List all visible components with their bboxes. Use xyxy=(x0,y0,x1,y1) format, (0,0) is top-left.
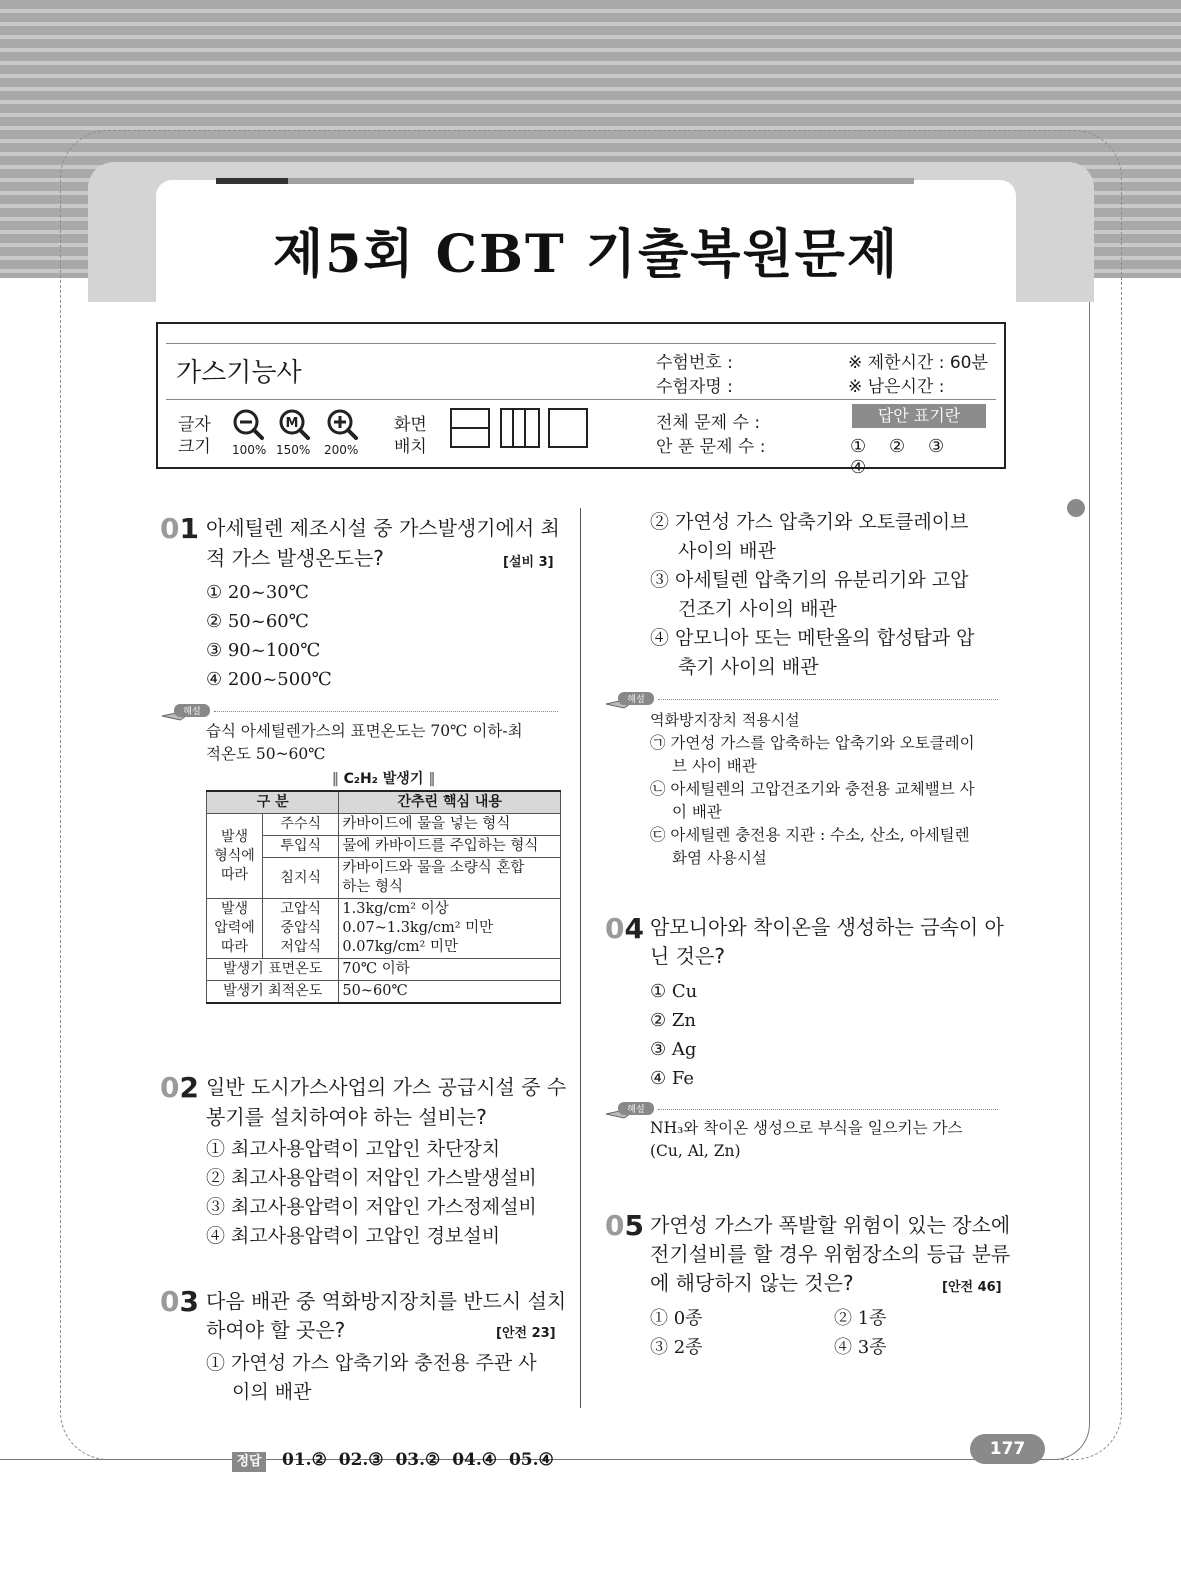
exam-name: 가스기능사 xyxy=(176,358,302,388)
answer-choice-1[interactable]: ① xyxy=(850,436,867,457)
question-1-text: 적 가스 발생온도는? xyxy=(206,546,384,570)
title-rule xyxy=(288,178,914,184)
question-3-option-cont: 사이의 배관 xyxy=(678,540,776,562)
question-3-option-cont: 축기 사이의 배관 xyxy=(678,656,819,678)
explanation-text: 적온도 50~60℃ xyxy=(206,745,326,763)
svg-text:해설: 해설 xyxy=(627,695,645,705)
explanation-text: ㉢ 아세틸렌 충전용 지관 : 수소, 산소, 아세틸렌 xyxy=(650,826,970,844)
page-title: 제5회 CBT 기출복원문제 xyxy=(272,224,900,285)
question-3-option[interactable]: ① 가연성 가스 압축기와 충전용 주관 사 xyxy=(206,1352,537,1374)
question-number: 03 xyxy=(160,1285,199,1318)
table-cell: 주수식 xyxy=(263,814,339,836)
table-cell: 발생기 표면온도 xyxy=(207,959,339,981)
answer-choice-2[interactable]: ② xyxy=(889,436,906,457)
explanation-rule xyxy=(658,1109,998,1110)
question-3-option[interactable]: ④ 암모니아 또는 메탄올의 합성탑과 압 xyxy=(650,627,975,649)
table-cell: 발생기 최적온도 xyxy=(207,981,339,1004)
answer-key-badge: 정답 xyxy=(232,1452,266,1472)
question-3-option[interactable]: ③ 아세틸렌 압축기의 유분리기와 고압 xyxy=(650,569,969,591)
question-3-option-cont: 건조기 사이의 배관 xyxy=(678,598,837,620)
explanation-text: 화염 사용시설 xyxy=(672,849,767,867)
explanation-text: 브 사이 배관 xyxy=(672,757,757,775)
question-4-text: 암모니아와 착이온을 생성하는 금속이 아 xyxy=(650,915,1004,939)
question-2-text: 봉기를 설치하여야 하는 설비는? xyxy=(206,1105,487,1129)
question-2-text: 일반 도시가스사업의 가스 공급시설 중 수 xyxy=(206,1075,567,1099)
table-cell: 카바이드와 물을 소량식 혼합 하는 형식 xyxy=(339,858,561,899)
table-cell: 1.3kg/cm² 이상 0.07~1.3kg/cm² 미만 0.07kg/cm² 미만 xyxy=(339,899,561,959)
question-4-option[interactable]: ④ Fe xyxy=(650,1068,695,1089)
side-marker-dot xyxy=(1067,499,1085,517)
layout-label: 화면 xyxy=(394,415,427,435)
explanation-rule xyxy=(214,711,558,712)
explanation-rule xyxy=(658,699,998,700)
question-1-tag: [설비 3] xyxy=(503,555,554,570)
explanation-text: 습식 아세틸렌가스의 표면온도는 70℃ 이하-최 xyxy=(206,722,523,740)
question-1-option[interactable]: ① 20~30℃ xyxy=(206,582,309,603)
explanation-title: 역화방지장치 적용시설 xyxy=(650,711,800,729)
svg-text:해설: 해설 xyxy=(183,707,201,717)
question-number: 05 xyxy=(605,1209,644,1242)
page-number: 177 xyxy=(970,1434,1045,1464)
answer-key: 01.② 02.③ 03.② 04.④ 05.④ xyxy=(282,1450,554,1470)
table-caption: ‖ C₂H₂ 발생기 ‖ xyxy=(331,771,436,787)
question-3-text: 다음 배관 중 역화방지장치를 반드시 설치 xyxy=(206,1289,567,1313)
explanation-book-icon xyxy=(604,690,656,710)
question-5-text: 가연성 가스가 폭발할 위험이 있는 장소에 xyxy=(650,1213,1011,1237)
question-5-option[interactable]: ④ 3종 xyxy=(834,1337,887,1358)
question-1-option[interactable]: ③ 90~100℃ xyxy=(206,640,321,661)
question-2-option[interactable]: ① 최고사용압력이 고압인 차단장치 xyxy=(206,1138,501,1160)
explanation-text: (Cu, Al, Zn) xyxy=(650,1142,741,1160)
layout-label: 배치 xyxy=(394,437,427,457)
question-1-text: 아세틸렌 제조시설 중 가스발생기에서 최 xyxy=(206,516,560,540)
zoom-in-icon[interactable] xyxy=(326,408,358,440)
table-group-label: 발생 압력에 따라 xyxy=(207,899,263,959)
table-cell: 물에 카바이드를 주입하는 형식 xyxy=(339,836,561,858)
table-cell: 50~60℃ xyxy=(339,981,561,1004)
answer-choice-4[interactable]: ④ xyxy=(850,457,867,478)
question-4-text: 닌 것은? xyxy=(650,944,725,968)
svg-text:M: M xyxy=(285,416,299,431)
font-size-label: 글자 xyxy=(178,415,211,435)
question-3-tag: [안전 23] xyxy=(496,1326,556,1341)
question-number: 04 xyxy=(605,912,644,945)
layout-horizontal-split-button[interactable] xyxy=(450,408,490,448)
table-cell: 카바이드에 물을 넣는 형식 xyxy=(339,814,561,836)
answer-sheet-header: 답안 표기란 xyxy=(852,404,986,428)
zoom-medium-icon[interactable] xyxy=(278,408,310,440)
question-number: 02 xyxy=(160,1071,199,1104)
question-5-text: 전기설비를 할 경우 위험장소의 등급 분류 xyxy=(650,1242,1011,1266)
explanation-book-icon xyxy=(604,1100,656,1120)
cbt-info-box xyxy=(156,322,1006,478)
question-4-option[interactable]: ② Zn xyxy=(650,1010,696,1031)
question-5-option[interactable]: ① 0종 xyxy=(650,1308,703,1329)
question-4-option[interactable]: ③ Ag xyxy=(650,1039,697,1060)
examinee-label: 수험자명 : xyxy=(656,377,733,397)
time-left: ※ 남은시간 : xyxy=(848,377,945,397)
answer-choices xyxy=(850,436,1004,478)
table-cell: 침지식 xyxy=(263,858,339,899)
explanation-text: ㉠ 가연성 가스를 압축하는 압축기와 오토클레이 xyxy=(650,734,975,752)
table-header: 구 분 xyxy=(207,791,339,814)
question-2-option[interactable]: ③ 최고사용압력이 저압인 가스정제설비 xyxy=(206,1196,537,1218)
question-5-text: 에 해당하지 않는 것은? xyxy=(650,1271,854,1295)
font-size-label: 크기 xyxy=(178,437,211,457)
divider xyxy=(166,343,996,344)
exam-number-label: 수험번호 : xyxy=(656,353,733,373)
question-1-option[interactable]: ② 50~60℃ xyxy=(206,611,309,632)
question-1-option[interactable]: ④ 200~500℃ xyxy=(206,669,332,690)
explanation-text: ㉡ 아세틸렌의 고압건조기와 충전용 교체밸브 사 xyxy=(650,780,975,798)
table-cell: 투입식 xyxy=(263,836,339,858)
zoom-out-icon[interactable] xyxy=(232,408,264,440)
question-5-tag: [안전 46] xyxy=(942,1280,1002,1295)
total-questions-label: 전체 문제 수 : xyxy=(656,413,761,433)
question-4-option[interactable]: ① Cu xyxy=(650,981,698,1002)
explanation-text: 이 배관 xyxy=(672,803,722,821)
question-2-option[interactable]: ② 최고사용압력이 저압인 가스발생설비 xyxy=(206,1167,537,1189)
divider xyxy=(166,399,996,400)
question-2-option[interactable]: ④ 최고사용압력이 고압인 경보설비 xyxy=(206,1225,501,1247)
answer-choice-3[interactable]: ③ xyxy=(928,436,945,457)
layout-vertical-split-button[interactable] xyxy=(500,408,540,448)
explanation-book-icon xyxy=(160,702,212,722)
c2h2-generator-table xyxy=(206,790,561,1004)
time-limit: ※ 제한시간 : 60분 xyxy=(848,353,988,373)
zoom-100-label: 100% xyxy=(232,443,267,457)
zoom-200-label: 200% xyxy=(324,443,359,457)
question-3-text: 하여야 할 곳은? xyxy=(206,1318,346,1342)
question-3-option[interactable]: ② 가연성 가스 압축기와 오토클레이브 xyxy=(650,511,969,533)
column-divider xyxy=(580,508,581,1408)
question-number: 01 xyxy=(160,512,199,545)
question-5-option[interactable]: ② 1종 xyxy=(834,1308,887,1329)
layout-single-button[interactable] xyxy=(548,408,588,448)
title-accent-bar xyxy=(216,178,288,184)
zoom-150-label: 150% xyxy=(276,443,311,457)
table-group-label: 발생 형식에 따라 xyxy=(207,814,263,899)
table-header: 간추린 핵심 내용 xyxy=(339,791,561,814)
question-5-option[interactable]: ③ 2종 xyxy=(650,1337,703,1358)
unsolved-questions-label: 안 푼 문제 수 : xyxy=(656,437,766,457)
explanation-text: NH₃와 착이온 생성으로 부식을 일으키는 가스 xyxy=(650,1119,963,1137)
table-cell: 70℃ 이하 xyxy=(339,959,561,981)
question-3-option-cont: 이의 배관 xyxy=(232,1381,312,1403)
svg-text:해설: 해설 xyxy=(627,1105,645,1115)
table-cell: 고압식 중압식 저압식 xyxy=(263,899,339,959)
